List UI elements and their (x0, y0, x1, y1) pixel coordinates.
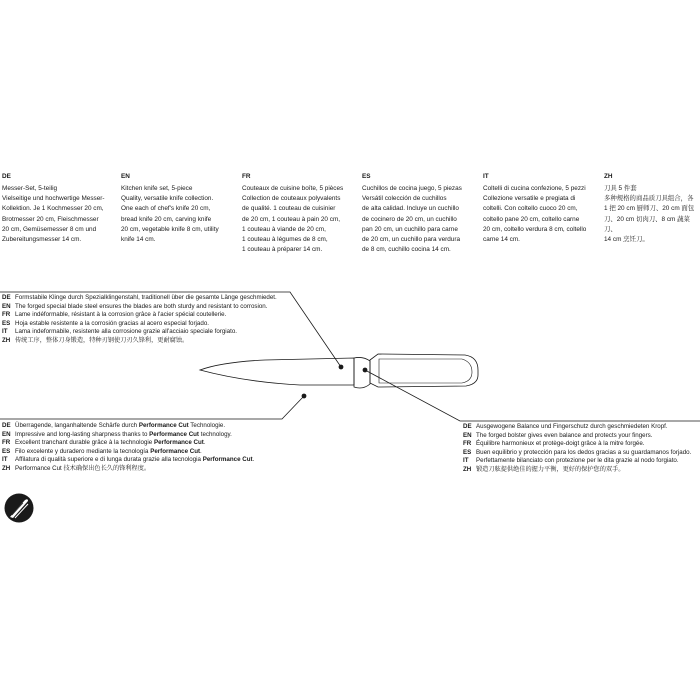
bolster-leader-line (365, 370, 700, 421)
column-code: ES (362, 173, 371, 180)
callout-row: ES Hoja estable resistente a la corrosión gracias al acero especial forjado. (2, 319, 209, 327)
callout-row: DE Formstabile Klinge durch Spezialklingenstahl, traditionell über die gesamte Länge geschmiedet. (2, 294, 277, 301)
callout-row: FR Équilibre harmonieux et protège-doigt grâce à la mitre forgée. (463, 440, 645, 448)
column-text: Coltelli di cucina confezione, 5 pezzi Collezione versatile e pregiata di coltelli. Con coltello cuoco 20 cm, coltello pane 20 cm, coltello carne 20 cm, coltello verdura 8 cm, coltello carne 14 cm. (483, 185, 587, 244)
column-code: DE (2, 173, 11, 180)
callout-row: IT Lama indeformabile, resistente alla corrosione grazie all'acciaio speciale forgiato. (2, 328, 237, 336)
knife-mark-icon (4, 493, 34, 523)
bolster-callout (463, 423, 691, 475)
column-text: Messer-Set, 5-teilig Vielseitige und hochwertige Messer- Kollektion. Je 1 Kochmesser 20 cm, Brotmesser 20 cm, Fleischmesser 20 cm, Gemüsemesser 8 cm und Zubereitungsmesser 14 cm. (2, 185, 105, 244)
callout-row: FR Lame indéformable, résistant à la corrosion grâce à l'acier spécial coutellerie. (2, 311, 227, 319)
knife-handle-inner (379, 359, 472, 383)
callout-row: EN The forged bolster gives even balance and protects your fingers. (463, 431, 653, 439)
callout-row: FR Excellent tranchant durable grâce à la technologie Performance Cut. (2, 439, 206, 447)
callout-row: ZH Performance Cut 技术确保出色长久的锋利程度。 (2, 464, 151, 472)
callout-row: DE Ausgewogene Balance und Fingerschutz durch geschmiedeten Kropf. (463, 423, 668, 430)
column-code: ZH (604, 173, 613, 180)
knife-bolster (354, 357, 370, 388)
blade-callout (2, 294, 277, 346)
callout-row: ES Buen equilibrio y protección para los dedos gracias a su guardamanos forjado. (463, 448, 692, 456)
column-code: FR (242, 173, 251, 180)
callout-row: IT Perfettamente bilanciato con protezione per le dita grazie al nodo forgiato. (463, 457, 679, 465)
callout-row: DE Überragende, langanhaltende Schärfe durch Performance Cut Technologie. (2, 422, 226, 429)
bolster-callout-dot (363, 368, 368, 373)
callout-row: ZH 锻造刀舷提供绝佳的握力平衡，更好的保护您的双手。 (463, 465, 625, 473)
column-text: 刀具 5 件套 多种规格的商品质刀具组合，各 1 把 20 cm 厨师刀、20 cm 面包 刀、20 cm 切肉刀、8 cm 蔬菜刀、 14 cm 烹饪刀。 (604, 185, 695, 244)
blade-callout-dot (339, 365, 344, 370)
column-text: Couteaux de cuisine boîte, 5 pièces Collection de couteaux polyvalents de qualité. 1 couteau de cuisinier de 20 cm, 1 couteau à pain 20 cm, 1 couteau à viande de 20 cm, 1 couteau à légumes de 8 cm, 1 couteau à préparer 14 cm. (242, 185, 344, 254)
callout-row: ES Filo excelente y duradero mediante la tecnología Performance Cut. (2, 447, 202, 455)
edge-callout-dot (302, 394, 307, 399)
column-code: EN (121, 173, 130, 180)
column-text: Cuchillos de cocina juego, 5 piezas Versátil colección de cuchillos de alta calidad. Incluye un cuchillo de cocinero de 20 cm, un cuchillo pan 20 cm, un cuchillo para carne de 20 cm, un cuchillo para verdura de 8 cm, cuchillo cocina 14 cm. (362, 185, 462, 254)
callout-row: IT Affilatura di qualità superiore e di lunga durata grazie alla tecnologia Performance Cut. (2, 456, 255, 464)
knife-blade (200, 358, 354, 385)
edge-leader-line (0, 396, 304, 419)
callout-row: ZH 传统工序，整体刀身锻造，特种刃钢使刀刃久锋利，更耐腐蚀。 (2, 336, 189, 344)
callout-row: EN The forged special blade steel ensures the blades are both sturdy and resistant to corrosion. (2, 302, 268, 310)
column-code: IT (483, 173, 489, 180)
edge-callout (2, 422, 254, 474)
column-text: Kitchen knife set, 5-piece Quality, versatile knife collection. One each of chef's knife 20 cm, bread knife 20 cm, carving knife 20 cm, vegetable knife 8 cm, utility knife 14 cm. (121, 185, 219, 244)
callout-row: EN Impressive and long-lasting sharpness thanks to Performance Cut technology. (2, 430, 232, 438)
